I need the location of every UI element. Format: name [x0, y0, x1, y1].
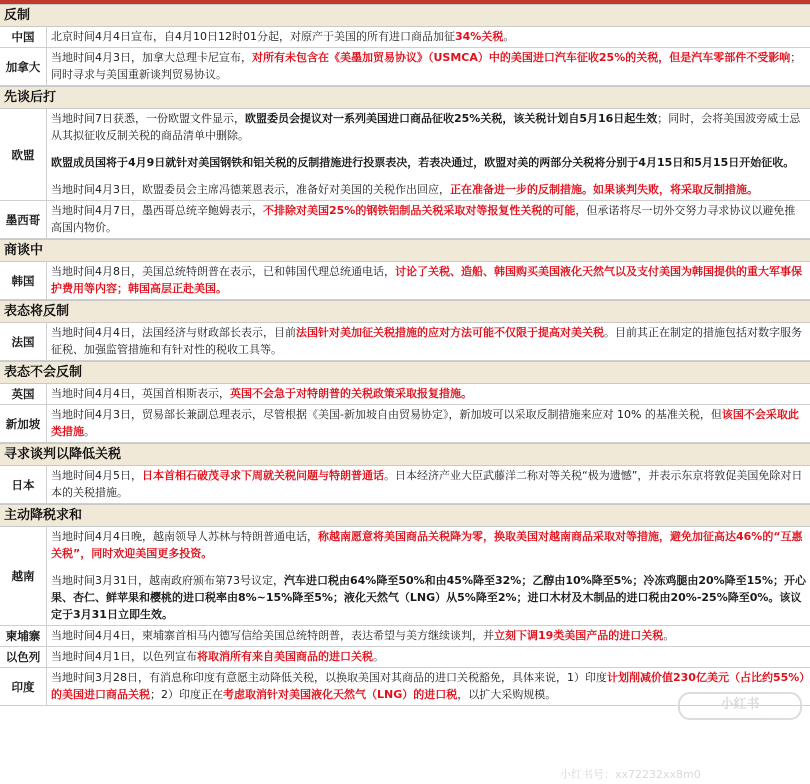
section-header: 寻求谈判以降低关税 [0, 443, 810, 466]
country-name: 加拿大 [0, 48, 47, 85]
highlight-text: 对所有未包含在《美墨加贸易协议》（USMCA）中的美国进口汽车征收25%的关税，但是汽车零部件不受影响 [252, 51, 791, 64]
country-name: 法国 [0, 323, 47, 360]
paragraph-gap [51, 562, 806, 572]
paragraph [51, 572, 806, 623]
section-header: 商谈中 [0, 239, 810, 262]
paragraph-gap [51, 144, 806, 154]
paragraph [51, 627, 806, 644]
paragraph [51, 648, 806, 665]
country-name: 日本 [0, 466, 47, 503]
text-segment: 当地时间3月28日，有消息称印度有意愿主动降低关税，以换取美国对其商品的进口关税豁免，具体来说，1）印度 [51, 671, 607, 684]
text-segment: 。目前其正在制定的措施包括对数字服务征税、加强监管措施和有针对性的税收工具等。 [51, 326, 802, 356]
country-name: 新加坡 [0, 405, 47, 442]
row-body [47, 647, 810, 667]
row-body [47, 527, 810, 625]
row-body [47, 48, 810, 85]
text-segment: 。 [663, 629, 675, 642]
country-row [0, 405, 810, 443]
highlight-text: 英国不会急于对特朗普的关税政策采取报复措施。 [230, 387, 472, 400]
text-segment: 当地时间4月7日，墨西哥总统辛鲍姆表示， [51, 204, 263, 217]
text-segment: 当地时间4月4日晚，越南领导人苏林与特朗普通电话， [51, 530, 318, 543]
section-header: 表态将反制 [0, 300, 810, 323]
country-name: 墨西哥 [0, 201, 47, 238]
country-row [0, 27, 810, 48]
country-row [0, 262, 810, 300]
paragraph [51, 202, 806, 236]
text-segment: 。 [84, 425, 95, 438]
text-segment: 当地时间4月3日，加拿大总理卡尼宣布， [51, 51, 252, 64]
text-segment: 当地时间4月4日，柬埔寨首相马内德写信给美国总统特朗普，表达希望与美方继续谈判，并 [51, 629, 494, 642]
country-name: 以色列 [0, 647, 47, 667]
country-row [0, 466, 810, 504]
country-name: 英国 [0, 384, 47, 404]
row-body [47, 27, 810, 47]
highlight-text: 正在准备进一步的反制措施。如果谈判失败，将采取反制措施 [450, 183, 747, 196]
section-header: 先谈后打 [0, 86, 810, 109]
text-segment: 当地时间7日获悉，一份欧盟文件显示， [51, 112, 245, 125]
row-body [47, 109, 810, 200]
paragraph-gap [51, 171, 806, 181]
highlight-text: 法国针对美加征关税措施的应对方法可能不仅限于提高对美关税 [296, 326, 604, 339]
row-body [47, 201, 810, 238]
section-header: 主动降税求和 [0, 504, 810, 527]
highlight-text: 称越南愿意将美国商品关税降为零，换取美国对越南商品采取对等措施，避免加征高达46%的“互惠关税”，同时欢迎美国更多投资。 [51, 530, 803, 560]
text-segment: 当地时间3月31日，越南政府颁布第73号议定， [51, 574, 284, 587]
text-segment: 。 [503, 30, 515, 43]
text-segment: ；2）印度正在 [150, 688, 223, 701]
row-body [47, 466, 810, 503]
paragraph [51, 324, 806, 358]
country-row [0, 48, 810, 86]
bold-text: 汽车进口税由64%降至50%和由45%降至32%；乙醇由10%降至5%；冷冻鸡腿由20%降至15%；开心果、杏仁、鲜苹果和樱桃的进口税率由8%~15%降至5%；液化天然气（LNG）从5%降至2%；进口木材及木制品的进口税由20%-25%降至0%。该议定于3月31日立即生效。 [51, 574, 806, 621]
paragraph [51, 28, 806, 45]
section-header: 表态不会反制 [0, 361, 810, 384]
text-segment: 。 [373, 650, 384, 663]
country-row [0, 626, 810, 647]
text-segment: 当地时间4月4日，法国经济与财政部长表示，目前 [51, 326, 296, 339]
paragraph [51, 154, 806, 171]
text-segment: 当地时间4月5日， [51, 469, 142, 482]
highlight-text: 不排除对美国25%的钢铁铝制品关税采取对等报复性关税的可能 [263, 204, 576, 217]
text-segment: 当地时间4月8日，美国总统特朗普在表示，已和韩国代理总统通电话， [51, 265, 395, 278]
row-body [47, 384, 810, 404]
row-body [47, 405, 810, 442]
text-segment: 当地时间4月3日，欧盟委员会主席冯德莱恩表示，准备好对美国的关税作出回应， [51, 183, 450, 196]
row-body [47, 323, 810, 360]
paragraph [51, 181, 806, 198]
paragraph [51, 49, 806, 83]
highlight-text: 计划削减价值230亿美元（占比约55%）的美国进口商品关税 [51, 671, 805, 701]
text-segment: ，以扩大采购规模。 [457, 688, 557, 701]
text-segment: 当地时间4月1日，以色列宣布 [51, 650, 197, 663]
watermark-handle: 小红书号：xx72232xx8m0 [560, 768, 701, 781]
highlight-text: 该国不会采取此类措施 [51, 408, 799, 438]
country-row [0, 647, 810, 668]
paragraph [51, 528, 806, 562]
highlight-text: 34%关税 [455, 30, 504, 43]
highlight-text: 将取消所有来自美国商品的进口关税 [197, 650, 373, 663]
paragraph [51, 385, 806, 402]
text-segment: 当地时间4月3日，贸易部长兼副总理表示，尽管根据《美国-新加坡自由贸易协定》，新加坡可以采取反制措施来应对 10% 的基准关税，但 [51, 408, 722, 421]
text-segment: ，但承诺将尽一切外交努力寻求协议以避免推高国内物价。 [51, 204, 796, 234]
country-name: 韩国 [0, 262, 47, 299]
country-name: 中国 [0, 27, 47, 47]
country-row [0, 527, 810, 626]
section-header: 反制 [0, 4, 810, 27]
text-segment: 。日本经济产业大臣武藤洋二称对等关税“极为遗憾”，并表示东京将敦促美国免除对日本的关税措施。 [51, 469, 803, 499]
country-row [0, 109, 810, 201]
paragraph [51, 467, 806, 501]
paragraph [51, 406, 806, 440]
country-name: 柬埔寨 [0, 626, 47, 646]
highlight-text: 考虑取消针对美国液化天然气（LNG）的进口税 [223, 688, 458, 701]
highlight-text: 。 [747, 183, 758, 196]
text-segment: 当地时间4月4日，英国首相斯表示， [51, 387, 230, 400]
row-body [47, 626, 810, 646]
highlight-text: 立刻下调19类美国产品的进口关税 [494, 629, 664, 642]
watermark-logo: 小红书 [678, 692, 802, 720]
country-row [0, 384, 810, 405]
bold-text: 欧盟委员会提议对一系列美国进口商品征收25%关税，该关税计划自5月16日起生效 [245, 112, 658, 125]
highlight-text: 讨论了关税、造船、韩国购买美国液化天然气以及支付美国为韩国提供的重大军事保护费用等内容；韩国高层正赴美国。 [51, 265, 802, 295]
country-name: 印度 [0, 668, 47, 705]
row-body [47, 262, 810, 299]
text-segment: ；同时寻求与美国重新谈判贸易协议。 [51, 51, 802, 81]
paragraph [51, 110, 806, 144]
bold-text: 欧盟成员国将于4月9日就针对美国钢铁和铝关税的反制措施进行投票表决，若表决通过，欧盟对美的两部分关税将分别于4月15日和5月15日开始征收。 [51, 156, 795, 169]
highlight-text: 日本首相石破茂寻求下周就关税问题与特朗普通话 [142, 469, 384, 482]
country-name: 欧盟 [0, 109, 47, 200]
text-segment: 北京时间4月4日宣布，自4月10日12时01分起，对原产于美国的所有进口商品加征 [51, 30, 455, 43]
country-row [0, 323, 810, 361]
paragraph [51, 263, 806, 297]
table-content [0, 4, 810, 706]
country-row [0, 201, 810, 239]
text-segment: ；同时，会将美国波旁威士忌从其拟征收反制关税的商品清单中删除。 [51, 112, 801, 142]
country-name: 越南 [0, 527, 47, 625]
